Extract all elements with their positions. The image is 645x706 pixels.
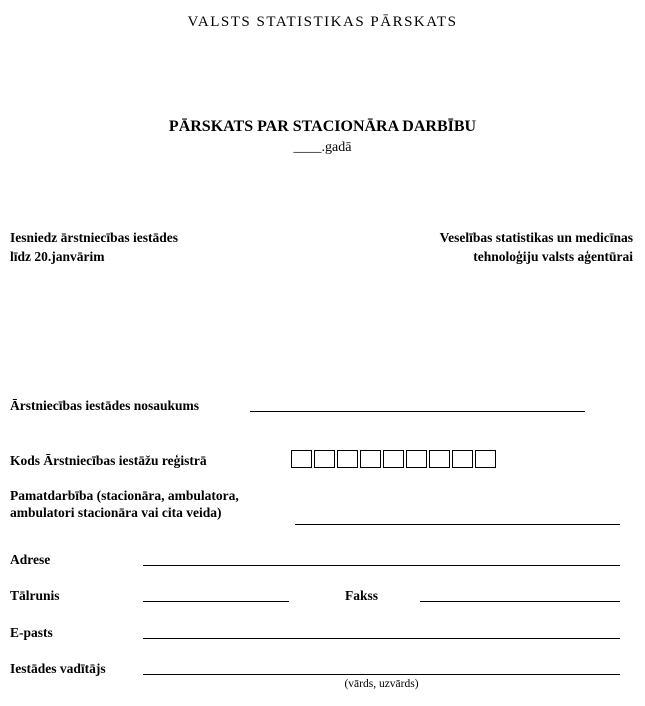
code-box[interactable] [429,450,450,468]
address-label: Adrese [10,552,51,567]
email-label: E-pasts [10,625,53,640]
manager-caption: (vārds, uzvārds) [344,678,419,690]
submitter-block [10,228,178,266]
address-field[interactable] [143,551,620,566]
registry-code-label: Kods Ārstniecības iestāžu reģistrā [10,453,207,468]
fax-field[interactable] [420,587,620,602]
phone-label: Tālrunis [10,588,60,603]
document-title: VALSTS STATISTIKAS PĀRSKATS [187,14,458,30]
code-box[interactable] [291,450,312,468]
main-activity-label [10,487,280,521]
recipient-line-2: tehnoloģiju valsts aģentūrai [473,249,633,264]
institution-name-field[interactable] [250,397,585,412]
manager-field[interactable] [143,660,620,675]
main-activity-field[interactable] [295,510,620,525]
fax-label: Fakss [345,588,379,603]
submitter-line-1: Iesniedz ārstniecības iestādes [10,230,178,245]
main-activity-label-line-1: Pamatdarbība (stacionāra, ambulatora, [10,488,239,503]
code-box[interactable] [360,450,381,468]
code-box[interactable] [475,450,496,468]
submitter-line-2: līdz 20.janvārim [10,249,105,264]
code-box[interactable] [406,450,427,468]
recipient-block [440,228,633,266]
report-title: PĀRSKATS PAR STACIONĀRA DARBĪBU [168,118,477,135]
code-box[interactable] [337,450,358,468]
recipient-line-1: Veselības statistikas un medicīnas [439,230,633,245]
manager-label: Iestādes vadītājs [10,661,106,676]
email-field[interactable] [143,624,620,639]
phone-field[interactable] [143,587,289,602]
code-box[interactable] [314,450,335,468]
report-year-line: ____.gadā [293,140,352,155]
code-box[interactable] [383,450,404,468]
main-activity-label-line-2: ambulatori stacionāra vai cita veida) [10,505,222,520]
code-boxes [291,450,496,468]
institution-name-label: Ārstniecības iestādes nosaukums [10,398,200,413]
code-box[interactable] [452,450,473,468]
